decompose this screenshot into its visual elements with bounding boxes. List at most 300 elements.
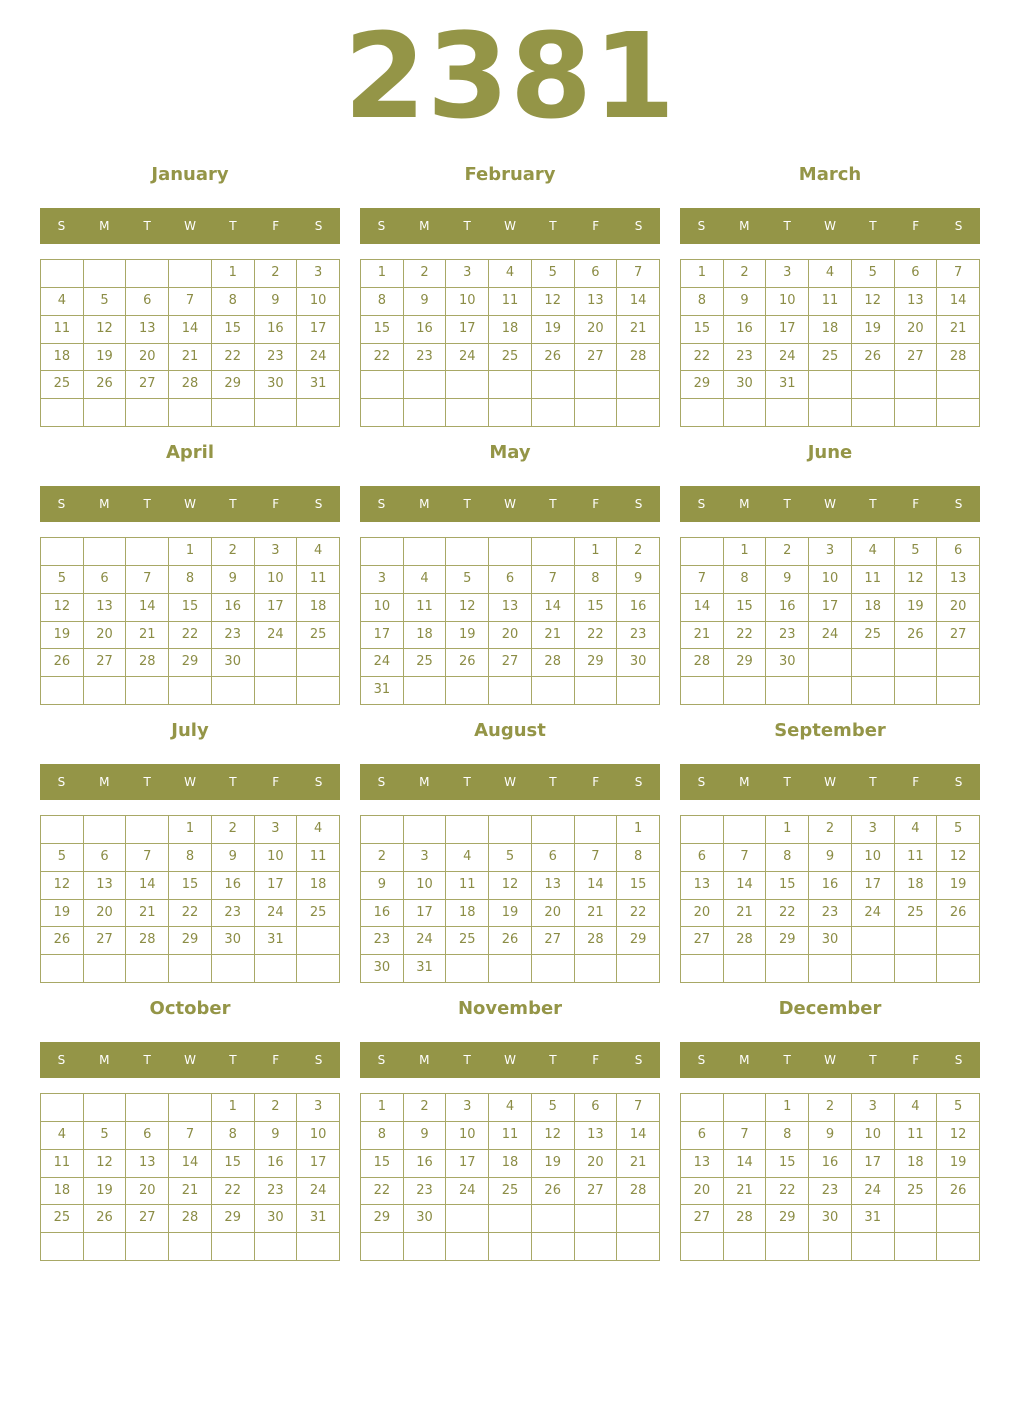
day-cell[interactable]: 23 [724,344,767,372]
day-cell[interactable]: 2 [361,844,404,872]
day-cell[interactable]: 18 [895,1150,938,1178]
day-cell[interactable]: 19 [41,622,84,650]
day-cell[interactable]: 14 [617,1122,660,1150]
day-cell[interactable]: 19 [532,316,575,344]
day-cell[interactable]: 29 [212,1205,255,1233]
day-cell[interactable]: 24 [255,900,298,928]
day-cell[interactable]: 14 [724,1150,767,1178]
day-cell[interactable]: 10 [297,288,340,316]
day-cell[interactable]: 14 [575,872,618,900]
day-cell[interactable]: 2 [212,538,255,566]
day-cell[interactable]: 24 [446,1178,489,1206]
day-cell[interactable]: 14 [937,288,980,316]
day-cell[interactable]: 9 [255,1122,298,1150]
day-cell[interactable]: 15 [169,594,212,622]
day-cell[interactable]: 17 [809,594,852,622]
day-cell[interactable]: 28 [617,344,660,372]
day-cell[interactable]: 5 [532,260,575,288]
day-cell[interactable]: 25 [297,900,340,928]
day-cell[interactable]: 6 [126,1122,169,1150]
day-cell[interactable]: 16 [809,1150,852,1178]
day-cell[interactable]: 5 [84,1122,127,1150]
day-cell[interactable]: 1 [361,260,404,288]
day-cell[interactable]: 28 [126,649,169,677]
day-cell[interactable]: 27 [84,649,127,677]
day-cell[interactable]: 28 [724,927,767,955]
day-cell[interactable]: 10 [446,1122,489,1150]
day-cell[interactable]: 20 [84,900,127,928]
day-cell[interactable]: 31 [766,371,809,399]
day-cell[interactable]: 18 [41,344,84,372]
day-cell[interactable]: 20 [575,316,618,344]
day-cell[interactable]: 1 [169,538,212,566]
day-cell[interactable]: 10 [446,288,489,316]
day-cell[interactable]: 22 [361,344,404,372]
day-cell[interactable]: 23 [361,927,404,955]
day-cell[interactable]: 17 [404,900,447,928]
day-cell[interactable]: 24 [255,622,298,650]
day-cell[interactable]: 11 [895,844,938,872]
day-cell[interactable]: 5 [41,566,84,594]
day-cell[interactable]: 20 [126,344,169,372]
day-cell[interactable]: 23 [255,344,298,372]
day-cell[interactable]: 8 [766,844,809,872]
day-cell[interactable]: 9 [617,566,660,594]
day-cell[interactable]: 4 [297,816,340,844]
day-cell[interactable]: 8 [617,844,660,872]
day-cell[interactable]: 4 [852,538,895,566]
day-cell[interactable]: 26 [41,927,84,955]
day-cell[interactable]: 12 [532,1122,575,1150]
day-cell[interactable]: 11 [297,566,340,594]
day-cell[interactable]: 11 [404,594,447,622]
day-cell[interactable]: 16 [766,594,809,622]
day-cell[interactable]: 9 [255,288,298,316]
day-cell[interactable]: 3 [852,1094,895,1122]
day-cell[interactable]: 30 [255,371,298,399]
day-cell[interactable]: 9 [766,566,809,594]
day-cell[interactable]: 14 [532,594,575,622]
day-cell[interactable]: 25 [852,622,895,650]
day-cell[interactable]: 24 [809,622,852,650]
day-cell[interactable]: 9 [404,288,447,316]
day-cell[interactable]: 12 [84,1150,127,1178]
day-cell[interactable]: 26 [532,1178,575,1206]
day-cell[interactable]: 9 [809,844,852,872]
day-cell[interactable]: 28 [617,1178,660,1206]
day-cell[interactable]: 7 [937,260,980,288]
day-cell[interactable]: 5 [852,260,895,288]
day-cell[interactable]: 30 [809,927,852,955]
day-cell[interactable]: 22 [766,1178,809,1206]
day-cell[interactable]: 5 [489,844,532,872]
day-cell[interactable]: 7 [724,1122,767,1150]
day-cell[interactable]: 9 [809,1122,852,1150]
day-cell[interactable]: 19 [84,344,127,372]
day-cell[interactable]: 3 [297,1094,340,1122]
day-cell[interactable]: 5 [84,288,127,316]
day-cell[interactable]: 14 [724,872,767,900]
day-cell[interactable]: 21 [575,900,618,928]
day-cell[interactable]: 13 [84,594,127,622]
day-cell[interactable]: 11 [446,872,489,900]
day-cell[interactable]: 3 [297,260,340,288]
day-cell[interactable]: 27 [489,649,532,677]
day-cell[interactable]: 27 [575,344,618,372]
day-cell[interactable]: 15 [361,1150,404,1178]
day-cell[interactable]: 6 [84,566,127,594]
day-cell[interactable]: 6 [895,260,938,288]
day-cell[interactable]: 14 [126,872,169,900]
day-cell[interactable]: 31 [852,1205,895,1233]
day-cell[interactable]: 7 [169,288,212,316]
day-cell[interactable]: 8 [169,844,212,872]
day-cell[interactable]: 25 [895,1178,938,1206]
day-cell[interactable]: 6 [681,1122,724,1150]
day-cell[interactable]: 2 [255,260,298,288]
day-cell[interactable]: 19 [937,1150,980,1178]
day-cell[interactable]: 23 [809,1178,852,1206]
day-cell[interactable]: 15 [681,316,724,344]
day-cell[interactable]: 24 [852,1178,895,1206]
day-cell[interactable]: 28 [169,1205,212,1233]
day-cell[interactable]: 1 [361,1094,404,1122]
day-cell[interactable]: 8 [766,1122,809,1150]
day-cell[interactable]: 29 [169,927,212,955]
day-cell[interactable]: 27 [532,927,575,955]
day-cell[interactable]: 7 [681,566,724,594]
day-cell[interactable]: 25 [446,927,489,955]
day-cell[interactable]: 30 [255,1205,298,1233]
day-cell[interactable]: 5 [895,538,938,566]
day-cell[interactable]: 12 [41,872,84,900]
day-cell[interactable]: 25 [809,344,852,372]
day-cell[interactable]: 3 [361,566,404,594]
day-cell[interactable]: 14 [617,288,660,316]
day-cell[interactable]: 31 [297,371,340,399]
day-cell[interactable]: 24 [852,900,895,928]
day-cell[interactable]: 22 [169,900,212,928]
day-cell[interactable]: 2 [809,1094,852,1122]
day-cell[interactable]: 28 [681,649,724,677]
day-cell[interactable]: 7 [575,844,618,872]
day-cell[interactable]: 26 [532,344,575,372]
day-cell[interactable]: 9 [361,872,404,900]
day-cell[interactable]: 30 [809,1205,852,1233]
day-cell[interactable]: 14 [126,594,169,622]
day-cell[interactable]: 15 [361,316,404,344]
day-cell[interactable]: 3 [809,538,852,566]
day-cell[interactable]: 19 [84,1178,127,1206]
day-cell[interactable]: 17 [852,1150,895,1178]
day-cell[interactable]: 6 [489,566,532,594]
day-cell[interactable]: 4 [41,1122,84,1150]
day-cell[interactable]: 16 [404,1150,447,1178]
day-cell[interactable]: 13 [895,288,938,316]
day-cell[interactable]: 8 [681,288,724,316]
day-cell[interactable]: 23 [617,622,660,650]
day-cell[interactable]: 29 [212,371,255,399]
day-cell[interactable]: 13 [681,872,724,900]
day-cell[interactable]: 17 [446,316,489,344]
day-cell[interactable]: 22 [766,900,809,928]
day-cell[interactable]: 20 [126,1178,169,1206]
day-cell[interactable]: 14 [681,594,724,622]
day-cell[interactable]: 28 [126,927,169,955]
day-cell[interactable]: 25 [297,622,340,650]
day-cell[interactable]: 22 [212,1178,255,1206]
day-cell[interactable]: 25 [489,1178,532,1206]
day-cell[interactable]: 18 [852,594,895,622]
day-cell[interactable]: 13 [575,288,618,316]
day-cell[interactable]: 7 [532,566,575,594]
day-cell[interactable]: 16 [809,872,852,900]
day-cell[interactable]: 20 [532,900,575,928]
day-cell[interactable]: 12 [489,872,532,900]
day-cell[interactable]: 29 [169,649,212,677]
day-cell[interactable]: 18 [41,1178,84,1206]
day-cell[interactable]: 30 [766,649,809,677]
day-cell[interactable]: 13 [937,566,980,594]
day-cell[interactable]: 3 [852,816,895,844]
day-cell[interactable]: 17 [255,594,298,622]
day-cell[interactable]: 12 [84,316,127,344]
day-cell[interactable]: 11 [852,566,895,594]
day-cell[interactable]: 3 [766,260,809,288]
day-cell[interactable]: 1 [212,260,255,288]
day-cell[interactable]: 13 [489,594,532,622]
day-cell[interactable]: 18 [404,622,447,650]
day-cell[interactable]: 4 [446,844,489,872]
day-cell[interactable]: 7 [724,844,767,872]
day-cell[interactable]: 6 [84,844,127,872]
day-cell[interactable]: 7 [169,1122,212,1150]
day-cell[interactable]: 21 [724,900,767,928]
day-cell[interactable]: 25 [895,900,938,928]
day-cell[interactable]: 2 [404,1094,447,1122]
day-cell[interactable]: 6 [532,844,575,872]
day-cell[interactable]: 12 [41,594,84,622]
day-cell[interactable]: 18 [809,316,852,344]
day-cell[interactable]: 18 [489,1150,532,1178]
day-cell[interactable]: 2 [724,260,767,288]
day-cell[interactable]: 15 [212,1150,255,1178]
day-cell[interactable]: 28 [575,927,618,955]
day-cell[interactable]: 31 [404,955,447,983]
day-cell[interactable]: 19 [852,316,895,344]
day-cell[interactable]: 27 [681,927,724,955]
day-cell[interactable]: 21 [169,1178,212,1206]
day-cell[interactable]: 8 [361,288,404,316]
day-cell[interactable]: 20 [681,1178,724,1206]
day-cell[interactable]: 24 [361,649,404,677]
day-cell[interactable]: 5 [937,1094,980,1122]
day-cell[interactable]: 14 [169,1150,212,1178]
day-cell[interactable]: 20 [575,1150,618,1178]
day-cell[interactable]: 12 [937,844,980,872]
day-cell[interactable]: 9 [212,566,255,594]
day-cell[interactable]: 14 [169,316,212,344]
day-cell[interactable]: 16 [404,316,447,344]
day-cell[interactable]: 8 [212,1122,255,1150]
day-cell[interactable]: 23 [404,344,447,372]
day-cell[interactable]: 17 [255,872,298,900]
day-cell[interactable]: 18 [297,872,340,900]
day-cell[interactable]: 29 [724,649,767,677]
day-cell[interactable]: 22 [681,344,724,372]
day-cell[interactable]: 9 [724,288,767,316]
day-cell[interactable]: 16 [212,872,255,900]
day-cell[interactable]: 29 [681,371,724,399]
day-cell[interactable]: 19 [937,872,980,900]
day-cell[interactable]: 26 [41,649,84,677]
day-cell[interactable]: 25 [41,1205,84,1233]
day-cell[interactable]: 26 [446,649,489,677]
day-cell[interactable]: 15 [724,594,767,622]
day-cell[interactable]: 8 [575,566,618,594]
day-cell[interactable]: 16 [361,900,404,928]
day-cell[interactable]: 24 [446,344,489,372]
day-cell[interactable]: 4 [809,260,852,288]
day-cell[interactable]: 12 [852,288,895,316]
day-cell[interactable]: 5 [41,844,84,872]
day-cell[interactable]: 20 [489,622,532,650]
day-cell[interactable]: 30 [212,927,255,955]
day-cell[interactable]: 23 [212,900,255,928]
day-cell[interactable]: 26 [84,371,127,399]
day-cell[interactable]: 15 [575,594,618,622]
day-cell[interactable]: 16 [212,594,255,622]
day-cell[interactable]: 10 [255,844,298,872]
day-cell[interactable]: 10 [852,844,895,872]
day-cell[interactable]: 21 [617,316,660,344]
day-cell[interactable]: 21 [532,622,575,650]
day-cell[interactable]: 22 [212,344,255,372]
day-cell[interactable]: 21 [126,900,169,928]
day-cell[interactable]: 18 [895,872,938,900]
day-cell[interactable]: 19 [895,594,938,622]
day-cell[interactable]: 26 [84,1205,127,1233]
day-cell[interactable]: 13 [84,872,127,900]
day-cell[interactable]: 30 [724,371,767,399]
day-cell[interactable]: 1 [169,816,212,844]
day-cell[interactable]: 4 [895,1094,938,1122]
day-cell[interactable]: 29 [361,1205,404,1233]
day-cell[interactable]: 15 [766,1150,809,1178]
day-cell[interactable]: 10 [852,1122,895,1150]
day-cell[interactable]: 17 [446,1150,489,1178]
day-cell[interactable]: 12 [895,566,938,594]
day-cell[interactable]: 13 [126,1150,169,1178]
day-cell[interactable]: 22 [361,1178,404,1206]
day-cell[interactable]: 3 [404,844,447,872]
day-cell[interactable]: 30 [404,1205,447,1233]
day-cell[interactable]: 2 [212,816,255,844]
day-cell[interactable]: 29 [617,927,660,955]
day-cell[interactable]: 10 [404,872,447,900]
day-cell[interactable]: 10 [766,288,809,316]
day-cell[interactable]: 20 [681,900,724,928]
day-cell[interactable]: 19 [532,1150,575,1178]
day-cell[interactable]: 31 [297,1205,340,1233]
day-cell[interactable]: 29 [575,649,618,677]
day-cell[interactable]: 26 [895,622,938,650]
day-cell[interactable]: 15 [766,872,809,900]
day-cell[interactable]: 20 [84,622,127,650]
day-cell[interactable]: 11 [297,844,340,872]
day-cell[interactable]: 22 [169,622,212,650]
day-cell[interactable]: 25 [404,649,447,677]
day-cell[interactable]: 5 [446,566,489,594]
day-cell[interactable]: 1 [724,538,767,566]
day-cell[interactable]: 24 [297,344,340,372]
day-cell[interactable]: 7 [126,566,169,594]
day-cell[interactable]: 11 [41,316,84,344]
day-cell[interactable]: 4 [489,260,532,288]
day-cell[interactable]: 21 [724,1178,767,1206]
day-cell[interactable]: 1 [212,1094,255,1122]
day-cell[interactable]: 23 [255,1178,298,1206]
day-cell[interactable]: 27 [575,1178,618,1206]
day-cell[interactable]: 10 [809,566,852,594]
day-cell[interactable]: 28 [724,1205,767,1233]
day-cell[interactable]: 26 [852,344,895,372]
day-cell[interactable]: 1 [575,538,618,566]
day-cell[interactable]: 10 [255,566,298,594]
day-cell[interactable]: 27 [126,1205,169,1233]
day-cell[interactable]: 21 [617,1150,660,1178]
day-cell[interactable]: 2 [404,260,447,288]
day-cell[interactable]: 3 [255,816,298,844]
day-cell[interactable]: 19 [489,900,532,928]
day-cell[interactable]: 1 [766,1094,809,1122]
day-cell[interactable]: 30 [212,649,255,677]
day-cell[interactable]: 24 [766,344,809,372]
day-cell[interactable]: 8 [212,288,255,316]
day-cell[interactable]: 4 [404,566,447,594]
day-cell[interactable]: 30 [361,955,404,983]
day-cell[interactable]: 20 [937,594,980,622]
day-cell[interactable]: 1 [766,816,809,844]
day-cell[interactable]: 12 [937,1122,980,1150]
day-cell[interactable]: 5 [937,816,980,844]
day-cell[interactable]: 4 [489,1094,532,1122]
day-cell[interactable]: 31 [255,927,298,955]
day-cell[interactable]: 27 [937,622,980,650]
day-cell[interactable]: 25 [489,344,532,372]
day-cell[interactable]: 6 [937,538,980,566]
day-cell[interactable]: 29 [766,1205,809,1233]
day-cell[interactable]: 12 [446,594,489,622]
day-cell[interactable]: 19 [41,900,84,928]
day-cell[interactable]: 28 [169,371,212,399]
day-cell[interactable]: 18 [489,316,532,344]
day-cell[interactable]: 2 [809,816,852,844]
day-cell[interactable]: 8 [169,566,212,594]
day-cell[interactable]: 21 [937,316,980,344]
day-cell[interactable]: 8 [361,1122,404,1150]
day-cell[interactable]: 22 [575,622,618,650]
day-cell[interactable]: 13 [126,316,169,344]
day-cell[interactable]: 17 [852,872,895,900]
day-cell[interactable]: 15 [617,872,660,900]
day-cell[interactable]: 6 [126,288,169,316]
day-cell[interactable]: 16 [724,316,767,344]
day-cell[interactable]: 31 [361,677,404,705]
day-cell[interactable]: 26 [489,927,532,955]
day-cell[interactable]: 6 [575,260,618,288]
day-cell[interactable]: 7 [617,1094,660,1122]
